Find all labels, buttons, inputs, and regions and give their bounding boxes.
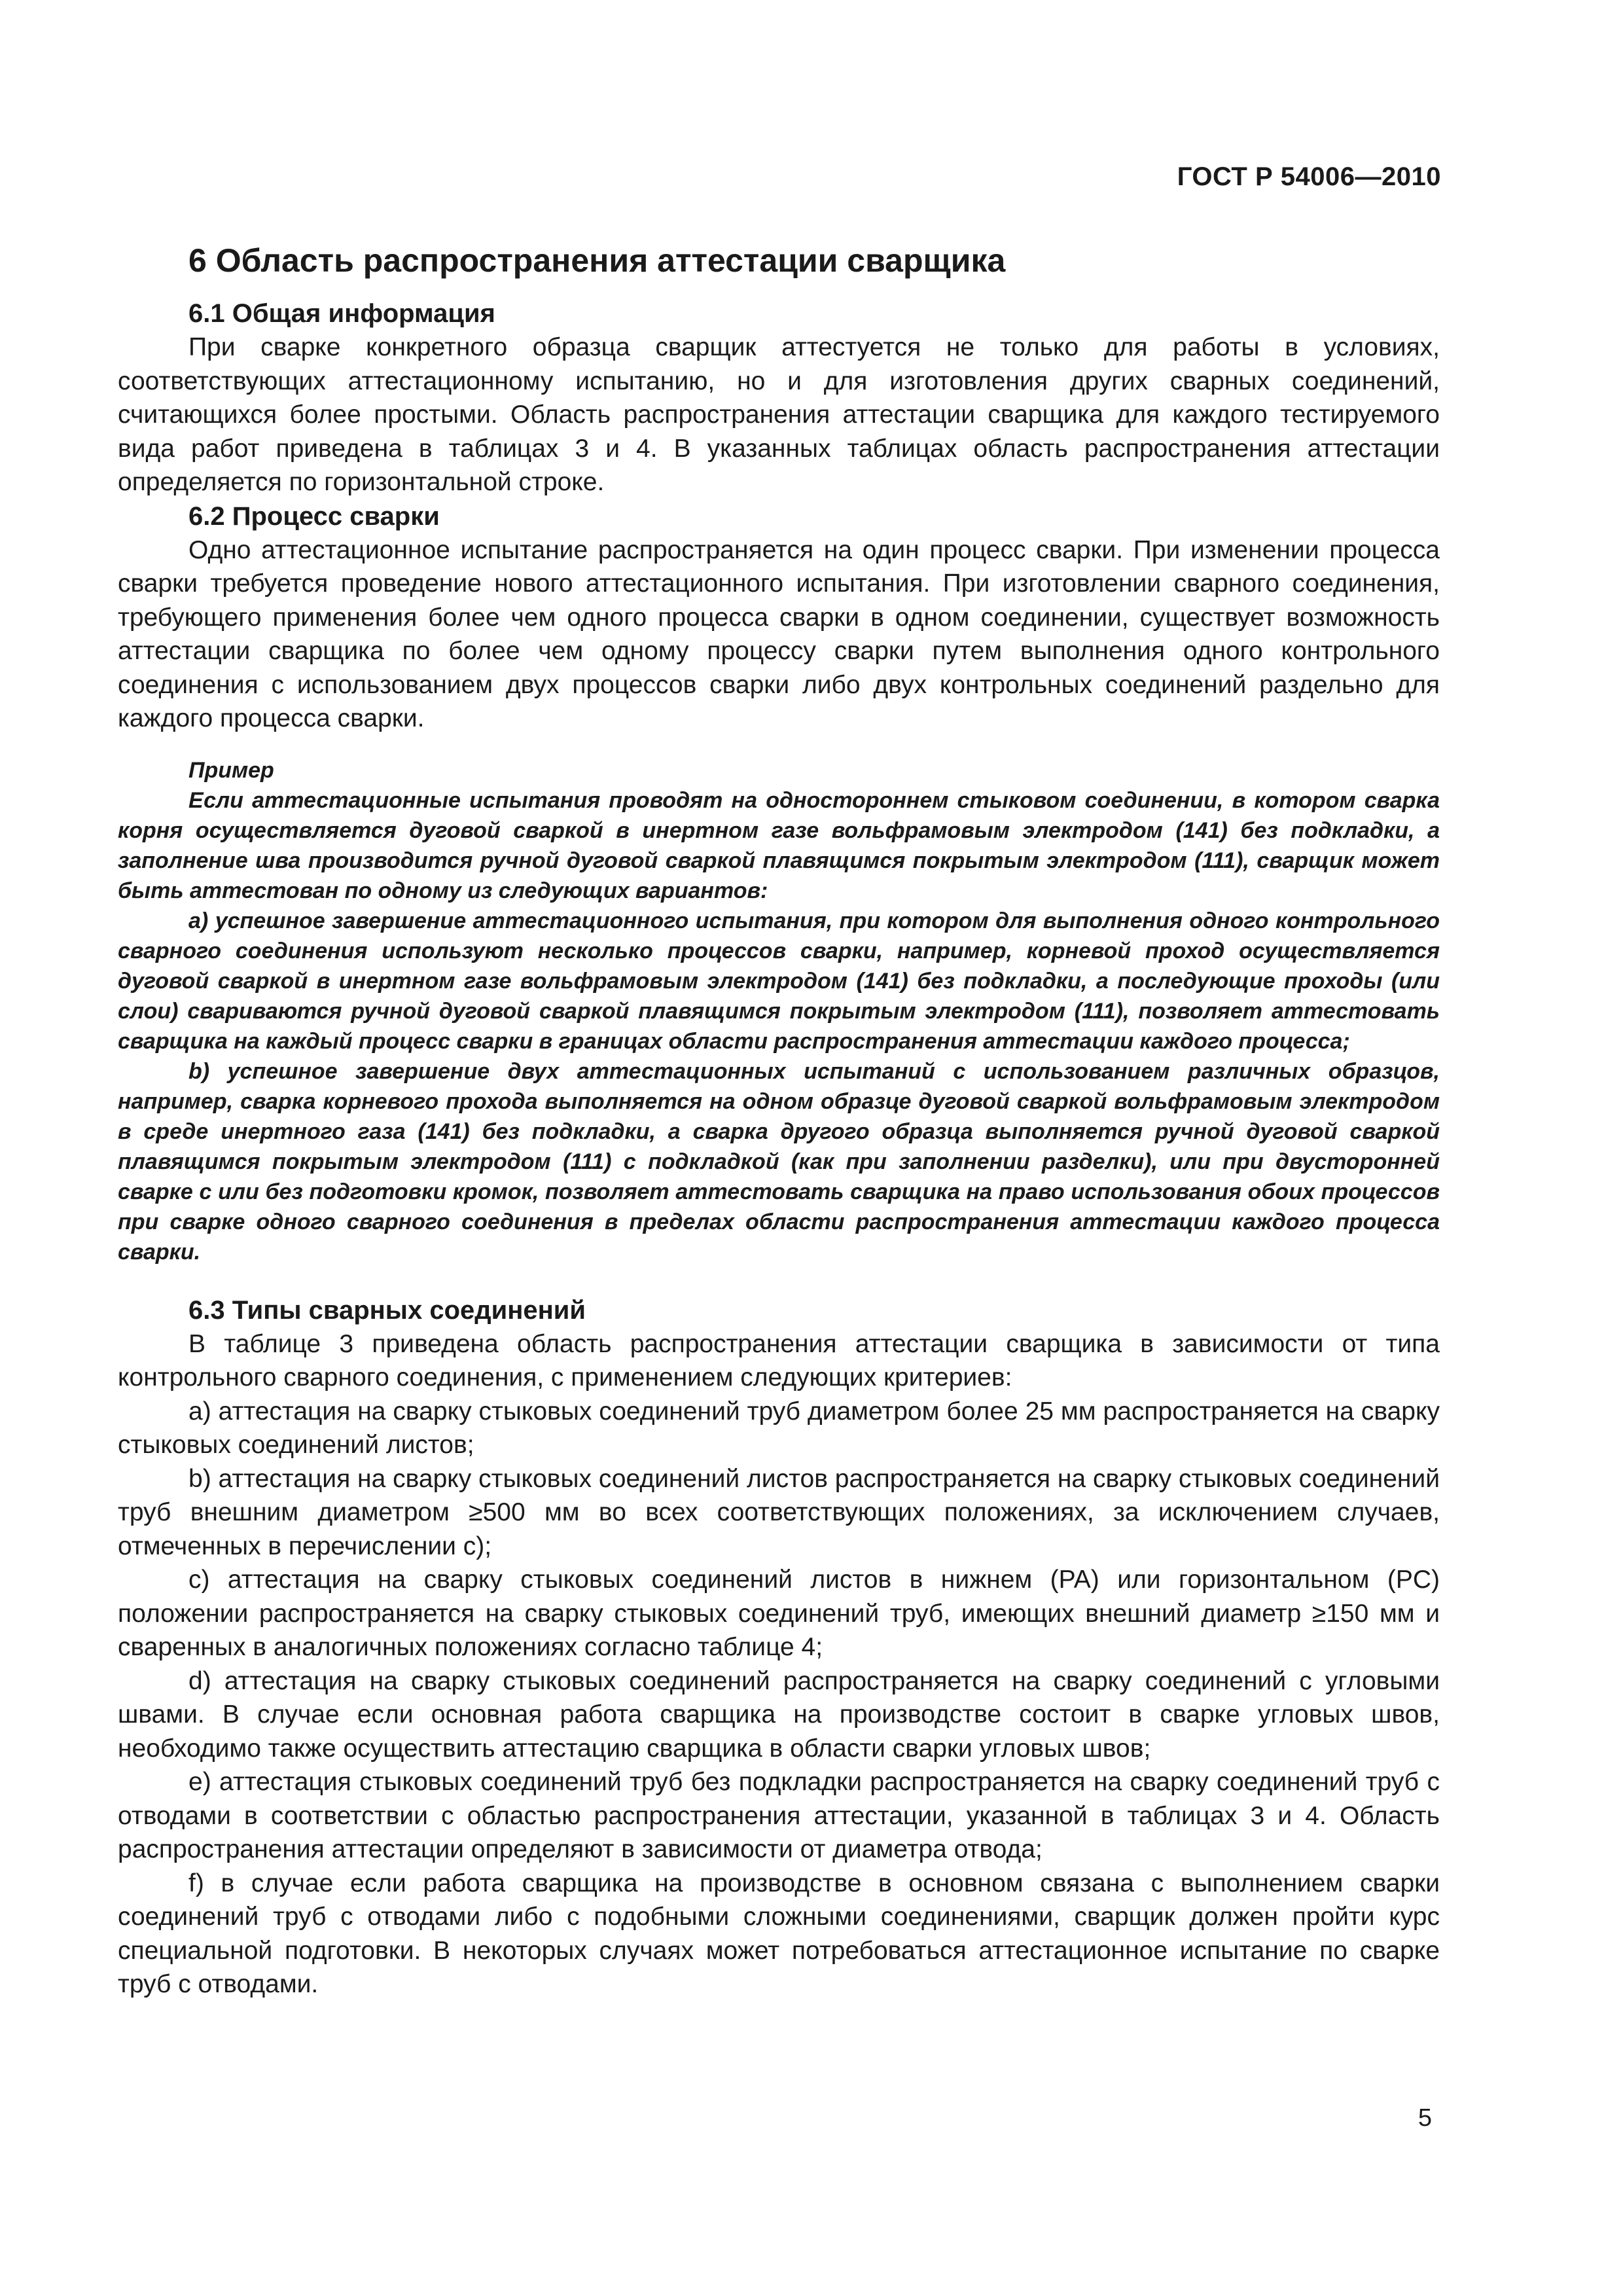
subsection-title-6-2: 6.2 Процесс сварки [188,501,440,531]
example-item-b: b) успешное завершение двух аттестационных испытаний с использованием различных образцов, например, сварка корневого прохода выполняется на одном образце дуговой сваркой вольфрамовым электродом в среде инертного газа (141) без подкладки, а сварка другого образца выполняется ручной дуговой сваркой плавящимся покрытым электродом (111) с подкладкой (как при заполнении разделки), или при двусторонней сварке с или без подготовки кромок, позволяет аттестовать сварщика на право использования обоих процессов при сварке одного сварного соединения в пределах области распространения аттестации каждого процесса сварки. [118,1058,1440,1265]
list-item-c: c) аттестация на сварку стыковых соединений листов в нижнем (PA) или горизонтальном (PC) положении распространяется на сварку стыковых соединений труб, имеющих внешний диаметр ≥150 мм и сваренных в аналогичных положениях согласно таблице 4; [118,1566,1440,1661]
page-content [118,239,1440,2001]
example-label: Пример [188,757,274,783]
example-block [118,755,1440,1267]
list-item-d: d) аттестация на сварку стыковых соединений распространяется на сварку соединений с угловыми швами. В случае если основная работа сварщика на производстве состоит в сварке угловых швов, необходимо также осуществить аттестацию сварщика в области сварки угловых швов; [118,1666,1440,1763]
document-header: ГОСТ Р 54006—2010 [1177,162,1441,191]
subsection-title-6-1: 6.1 Общая информация [188,299,495,328]
example-paragraph: Если аттестационные испытания проводят на одностороннем стыковом соединении, в котором сварка корня осуществляется дуговой сваркой в инертном газе вольфрамовым электродом (141) без подкладки, а заполнение шва производится ручной дуговой сваркой плавящимся покрытым электродом (111), сварщик может быть аттестован по одному из следующих вариантов: [118,787,1440,903]
example-item-a: a) успешное завершение аттестационного испытания, при котором для выполнения одного контрольного сварного соединения используют несколько процессов сварки, например, корневой проход осуществляется дуговой сваркой в инертном газе вольфрамовым электродом (141) без подкладки, а последующие проходы (или слои) свариваются ручной дуговой сваркой плавящимся покрытым электродом (111), позволяет аттестовать сварщика на каждый процесс сварки в границах области распространения аттестации каждого процесса; [118,908,1440,1054]
list-item-f: f) в случае если работа сварщика на производстве в основном связана с выполнением сварки соединений труб с отводами либо с подобными сложными соединениями, сварщик должен пройти курс специальной подготовки. В некоторых случаях может потребоваться аттестационное испытание по сварке труб с отводами. [118,1869,1440,1998]
list-item-a: a) аттестация на сварку стыковых соединений труб диаметром более 25 мм распространяется на сварку стыковых соединений листов; [118,1397,1440,1459]
list-item-e: e) аттестация стыковых соединений труб без подкладки распространяется на сварку соединений труб с отводами в соответствии с областью распространения аттестации, указанной в таблицах 3 и 4. Область распространения аттестации определяют в зависимости от диаметра отвода; [118,1768,1440,1863]
subsection-title-6-3: 6.3 Типы сварных соединений [188,1295,586,1325]
paragraph-6-1: При сварке конкретного образца сварщик аттестуется не только для работы в условиях, соответствующих аттестационному испытанию, но и для изготовления других сварных соединений, считающихся более простыми. Область распространения аттестации сварщика для каждого тестируемого вида работ приведена в таблицах 3 и 4. В указанных таблицах область распространения аттестации определяется по горизонтальной строке. [118,333,1440,496]
list-item-b: b) аттестация на сварку стыковых соединений листов распространяется на сварку стыковых соединений труб внешним диаметром ≥500 мм во всех соответствующих положениях, за исключением случаев, отмеченных в перечислении с); [118,1464,1440,1560]
paragraph-6-3-intro: В таблице 3 приведена область распространения аттестации сварщика в зависимости от типа контрольного сварного соединения, с применением следующих критериев: [118,1329,1440,1391]
page-number: 5 [1418,2104,1432,2132]
paragraph-6-2: Одно аттестационное испытание распространяется на один процесс сварки. При изменении процесса сварки требуется проведение нового аттестационного испытания. При изготовлении сварного соединения, требующего применения более чем одного процесса сварки в одном соединении, существует возможность аттестации сварщика по более чем одному процессу сварки путем выполнения одного контрольного соединения с использованием двух процессов сварки либо двух контрольных соединений раздельно для каждого процесса сварки. [118,535,1440,732]
section-title: 6 Область распространения аттестации сварщика [188,242,1006,279]
